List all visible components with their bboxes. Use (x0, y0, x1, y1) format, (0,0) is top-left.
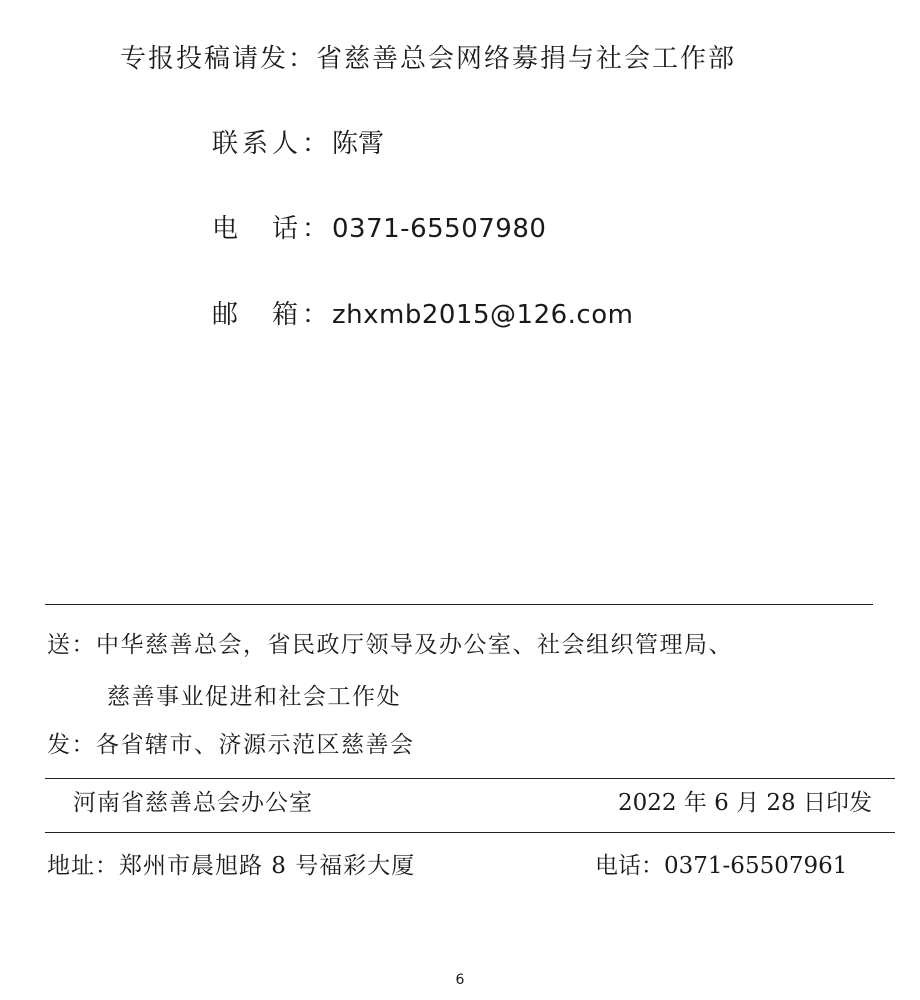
printed-date: 2022 年 6 月 28 日印发 (618, 790, 872, 816)
divider-middle-lower (45, 832, 895, 833)
cc-to-line: 发：各省辖市、济源示范区慈善会 (47, 732, 415, 758)
contact-person-value: 陈霄 (332, 129, 385, 159)
contact-phone-label: 电 话： (212, 214, 333, 244)
contact-email-row (212, 302, 633, 328)
contact-person-row (212, 131, 384, 157)
send-to-line: 送：中华慈善总会，省民政厅领导及办公室、社会组织管理局、 (47, 632, 733, 658)
divider-middle-upper (45, 778, 895, 779)
issuing-office: 河南省慈善总会办公室 (73, 790, 313, 816)
send-to-continuation: 慈善事业促进和社会工作处 (107, 684, 401, 710)
contact-email-label: 邮 箱： (212, 300, 333, 330)
submission-instruction: 专报投稿请发：省慈善总会网络募捐与社会工作部 (120, 44, 737, 74)
footer-address: 地址：郑州市晨旭路 8 号福彩大厦 (47, 853, 416, 879)
contact-phone-row (212, 216, 546, 242)
divider-top (45, 604, 873, 605)
footer-phone: 电话：0371-65507961 (595, 853, 848, 879)
page-number: 6 (455, 972, 465, 988)
contact-person-label: 联系人： (212, 129, 333, 159)
contact-phone-value: 0371-65507980 (332, 214, 547, 244)
contact-email-value: zhxmb2015@126.com (332, 300, 634, 330)
